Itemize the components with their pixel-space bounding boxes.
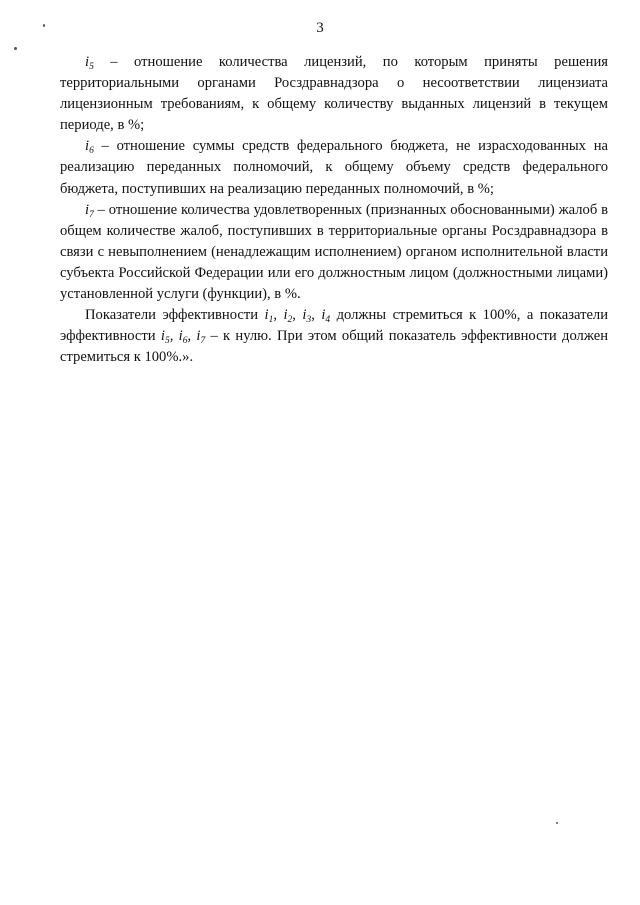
summary-text-3: – к нулю. При этом общий показатель эффективности должен стремиться к 100%.». xyxy=(60,328,609,366)
variable-i6 xyxy=(85,138,94,157)
variable-i5 xyxy=(160,328,170,347)
variable-i4 xyxy=(321,307,331,326)
variable-letter: i xyxy=(321,307,326,324)
scan-speck xyxy=(14,47,17,50)
variable-subscript: 3 xyxy=(306,315,312,326)
variable-letter: i xyxy=(178,328,183,345)
scan-speck xyxy=(43,24,45,27)
variable-subscript: 7 xyxy=(89,209,94,220)
variable-letter: i xyxy=(283,307,288,324)
variable-subscript: 5 xyxy=(164,336,170,347)
paragraph-i7 xyxy=(60,200,608,305)
variable-letter: i xyxy=(196,328,201,345)
variable-letter: i xyxy=(160,328,165,345)
variable-subscript: 4 xyxy=(325,315,331,326)
variable-letter: i xyxy=(302,307,307,324)
page-number: 3 xyxy=(316,20,324,36)
variable-subscript: 7 xyxy=(200,336,206,347)
variable-subscript: 6 xyxy=(182,336,188,347)
variable-i1 xyxy=(264,307,274,326)
paragraph-text: – отношение количества удовлетворенных (признанных обоснованными) жалоб в общем количестве жалоб, поступивших в территориальные органы Росздравнадзора в связи с невыполнением (ненадлежащим исполнением) органом исполнительной власти субъекта Российской Федерации или его должностным лицом (должностными лицами) установленной услуги (функции), в %. xyxy=(60,201,608,303)
separator: , xyxy=(311,307,322,324)
separator: , xyxy=(292,307,303,324)
paragraph-text: – отношение количества лицензий, по которым приняты решения территориальными органами Росздравнадзора о несоответствии лицензиата лицензионным требованиям, к общему количеству выданных лицензий в текущем периоде, в %; xyxy=(60,54,608,134)
variable-letter: i xyxy=(264,307,269,324)
paragraph-summary xyxy=(60,305,608,368)
summary-text-2: должны стремиться к 100%, а показатели эффективности xyxy=(60,307,609,345)
separator: , xyxy=(187,328,197,345)
variable-i5 xyxy=(85,54,94,70)
variable-letter: i xyxy=(85,201,90,218)
paragraph-i5 xyxy=(60,52,608,136)
variable-i7 xyxy=(85,202,94,218)
variable-i7 xyxy=(196,328,206,347)
paragraph-text: – отношение суммы средств федерального бюджета, не израсходованных на реализацию переданных полномочий, к общему объему средств федерального бюджета, поступивших на реализацию переданных полномочий, в %; xyxy=(60,138,608,197)
variable-subscript: 2 xyxy=(287,315,293,326)
separator: , xyxy=(273,307,284,324)
variable-i2 xyxy=(283,307,293,326)
variable-subscript: 1 xyxy=(268,315,274,326)
variable-i3 xyxy=(302,307,312,326)
variable-letter: i xyxy=(85,54,90,70)
separator: , xyxy=(169,328,179,345)
summary-text-1: Показатели эффективности xyxy=(85,307,265,324)
variable-subscript: 6 xyxy=(89,146,94,157)
variable-letter: i xyxy=(85,138,90,155)
paragraph-i6 xyxy=(60,136,608,199)
variable-subscript: 5 xyxy=(89,62,94,72)
document-body xyxy=(60,52,608,368)
scan-speck xyxy=(556,822,558,824)
